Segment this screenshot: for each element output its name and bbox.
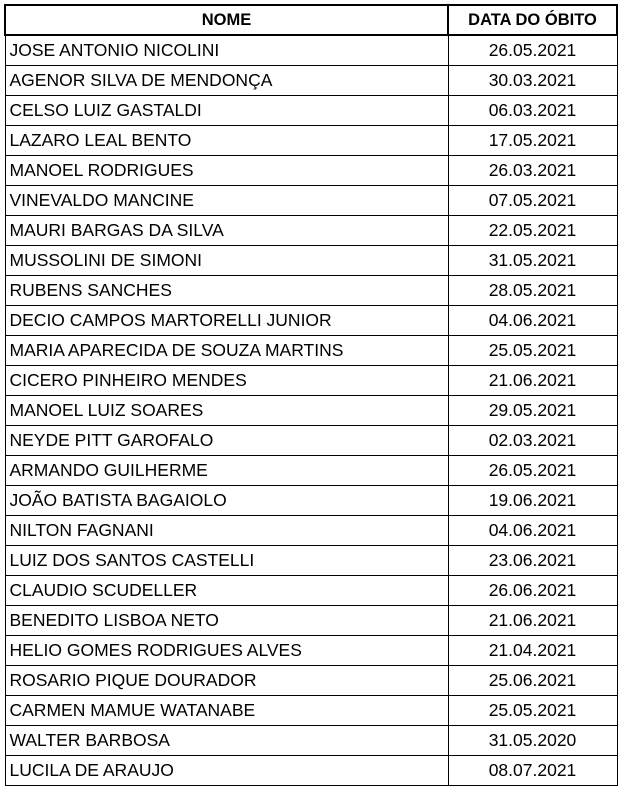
column-header-name: NOME	[5, 5, 448, 35]
name-cell: LUIZ DOS SANTOS CASTELLI	[5, 546, 448, 576]
name-cell: JOÃO BATISTA BAGAIOLO	[5, 486, 448, 516]
table-row	[5, 216, 617, 246]
name-cell: MANOEL LUIZ SOARES	[5, 396, 448, 426]
table-row	[5, 366, 617, 396]
table-row	[5, 606, 617, 636]
name-cell: MUSSOLINI DE SIMONI	[5, 246, 448, 276]
table-row	[5, 516, 617, 546]
name-cell: WALTER BARBOSA	[5, 726, 448, 756]
table-row	[5, 126, 617, 156]
table-row	[5, 396, 617, 426]
name-cell: AGENOR SILVA DE MENDONÇA	[5, 66, 448, 96]
date-cell: 26.03.2021	[448, 156, 617, 186]
date-cell: 21.06.2021	[448, 606, 617, 636]
table-row	[5, 276, 617, 306]
name-cell: MANOEL RODRIGUES	[5, 156, 448, 186]
date-cell: 25.05.2021	[448, 696, 617, 726]
table-row	[5, 96, 617, 126]
deaths-table	[4, 4, 618, 786]
name-cell: CELSO LUIZ GASTALDI	[5, 96, 448, 126]
date-cell: 25.06.2021	[448, 666, 617, 696]
name-cell: HELIO GOMES RODRIGUES ALVES	[5, 636, 448, 666]
date-cell: 23.06.2021	[448, 546, 617, 576]
table-row	[5, 486, 617, 516]
date-cell: 30.03.2021	[448, 66, 617, 96]
table-row	[5, 186, 617, 216]
table-row	[5, 546, 617, 576]
table-row	[5, 306, 617, 336]
name-cell: DECIO CAMPOS MARTORELLI JUNIOR	[5, 306, 448, 336]
name-cell: JOSE ANTONIO NICOLINI	[5, 35, 448, 66]
table-row	[5, 336, 617, 366]
column-header-date: DATA DO ÓBITO	[448, 5, 617, 35]
date-cell: 21.04.2021	[448, 636, 617, 666]
name-cell: ROSARIO PIQUE DOURADOR	[5, 666, 448, 696]
table-row	[5, 696, 617, 726]
table-row	[5, 66, 617, 96]
name-cell: MARIA APARECIDA DE SOUZA MARTINS	[5, 336, 448, 366]
name-cell: BENEDITO LISBOA NETO	[5, 606, 448, 636]
name-cell: CARMEN MAMUE WATANABE	[5, 696, 448, 726]
date-cell: 17.05.2021	[448, 126, 617, 156]
date-cell: 21.06.2021	[448, 366, 617, 396]
table-row	[5, 756, 617, 786]
date-cell: 02.03.2021	[448, 426, 617, 456]
name-cell: CLAUDIO SCUDELLER	[5, 576, 448, 606]
date-cell: 29.05.2021	[448, 396, 617, 426]
table-row	[5, 576, 617, 606]
date-cell: 08.07.2021	[448, 756, 617, 786]
date-cell: 06.03.2021	[448, 96, 617, 126]
table-row	[5, 456, 617, 486]
date-cell: 31.05.2021	[448, 246, 617, 276]
table-row	[5, 246, 617, 276]
name-cell: NEYDE PITT GAROFALO	[5, 426, 448, 456]
name-cell: LUCILA DE ARAUJO	[5, 756, 448, 786]
table-row	[5, 156, 617, 186]
table-row	[5, 726, 617, 756]
date-cell: 07.05.2021	[448, 186, 617, 216]
date-cell: 26.05.2021	[448, 35, 617, 66]
date-cell: 31.05.2020	[448, 726, 617, 756]
table-row	[5, 426, 617, 456]
name-cell: VINEVALDO MANCINE	[5, 186, 448, 216]
table-row	[5, 666, 617, 696]
name-cell: ARMANDO GUILHERME	[5, 456, 448, 486]
date-cell: 04.06.2021	[448, 306, 617, 336]
name-cell: CICERO PINHEIRO MENDES	[5, 366, 448, 396]
date-cell: 25.05.2021	[448, 336, 617, 366]
date-cell: 04.06.2021	[448, 516, 617, 546]
date-cell: 26.06.2021	[448, 576, 617, 606]
date-cell: 19.06.2021	[448, 486, 617, 516]
date-cell: 28.05.2021	[448, 276, 617, 306]
date-cell: 22.05.2021	[448, 216, 617, 246]
name-cell: NILTON FAGNANI	[5, 516, 448, 546]
table-row	[5, 35, 617, 66]
name-cell: RUBENS SANCHES	[5, 276, 448, 306]
header-row	[5, 5, 617, 35]
name-cell: LAZARO LEAL BENTO	[5, 126, 448, 156]
table-row	[5, 636, 617, 666]
name-cell: MAURI BARGAS DA SILVA	[5, 216, 448, 246]
date-cell: 26.05.2021	[448, 456, 617, 486]
